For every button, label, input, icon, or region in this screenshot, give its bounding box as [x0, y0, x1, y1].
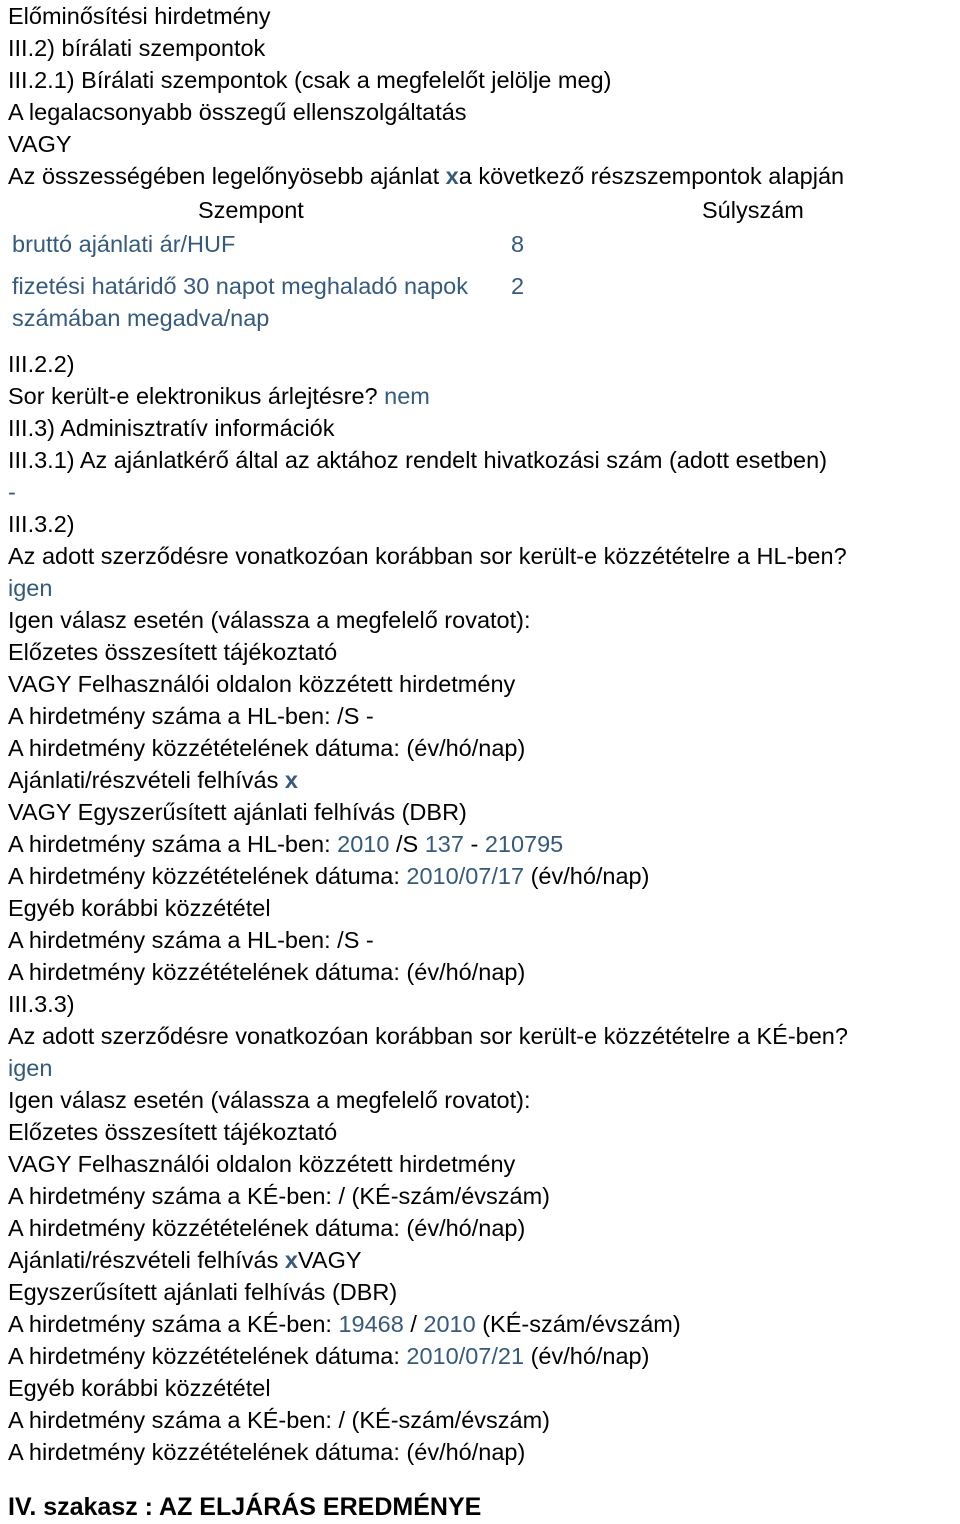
ke-notice-date-1: A hirdetmény közzétételének dátuma: (év/hó/nap)	[8, 1215, 526, 1241]
heading-3-3-3: III.3.3)	[8, 991, 75, 1017]
or-label: VAGY	[8, 131, 72, 157]
hl-notice-date-2: A hirdetmény közzétételének dátuma: 2010/07/17 (év/hó/nap)	[8, 863, 650, 889]
hl-notice-number-3: A hirdetmény száma a HL-ben: /S -	[8, 927, 374, 953]
selected-mark: x	[284, 1247, 298, 1273]
criterion-weight: 8	[511, 231, 525, 257]
criterion-name: fizetési határidő 30 napot meghaladó napok számában megadva/nap	[12, 273, 468, 331]
hl-invitation: Ajánlati/részvételi felhívás x	[8, 767, 298, 793]
hl-buyer-profile: VAGY Felhasználói oldalon közzétett hirdetmény	[8, 671, 516, 697]
selected-mark: x	[445, 163, 459, 189]
option-lowest-price: A legalacsonyabb összegű ellenszolgáltatás	[8, 99, 467, 125]
ke-notice-number-3: A hirdetmény száma a KÉ-ben: / (KÉ-szám/évszám)	[8, 1407, 550, 1433]
criteria-row	[8, 228, 960, 270]
heading-3-3-1: III.3.1) Az ajánlatkérő által az aktához rendelt hivatkozási szám (adott esetben)	[8, 447, 828, 473]
ke-prior-info: Előzetes összesített tájékoztató	[8, 1119, 338, 1145]
option-most-advantageous: Az összességében legelőnyösebb ajánlat xa következő részszempontok alapján	[8, 163, 845, 189]
ke-buyer-profile: VAGY Felhasználói oldalon közzétett hirdetmény	[8, 1151, 516, 1177]
ke-invitation: Ajánlati/részvételi felhívás xVAGY	[8, 1247, 362, 1273]
heading-3-2: III.2) bírálati szempontok	[8, 35, 266, 61]
ke-simplified: Egyszerűsített ajánlati felhívás (DBR)	[8, 1279, 398, 1305]
ke-notice-date-2: A hirdetmény közzétételének dátuma: 2010/07/21 (év/hó/nap)	[8, 1343, 650, 1369]
hl-answer: igen	[8, 575, 53, 601]
ke-notice-number-1: A hirdetmény száma a KÉ-ben: / (KÉ-szám/évszám)	[8, 1183, 550, 1209]
heading-3-3: III.3) Adminisztratív információk	[8, 415, 335, 441]
hl-notice-number-2: A hirdetmény száma a HL-ben: 2010 /S 137 - 210795	[8, 831, 564, 857]
section-4-heading: IV. szakasz : AZ ELJÁRÁS EREDMÉNYE	[8, 1493, 482, 1521]
ke-other: Egyéb korábbi közzététel	[8, 1375, 271, 1401]
hl-notice-date-3: A hirdetmény közzétételének dátuma: (év/hó/nap)	[8, 959, 526, 985]
heading-3-2-1: III.2.1) Bírálati szempontok (csak a megfelelőt jelölje meg)	[8, 67, 612, 93]
reference-number-value: -	[8, 479, 16, 505]
criteria-row	[8, 270, 960, 348]
hl-prior-info: Előzetes összesített tájékoztató	[8, 639, 338, 665]
hl-simplified: VAGY Egyszerűsített ajánlati felhívás (DBR)	[8, 799, 467, 825]
weight-column-header: Súlyszám	[702, 197, 804, 223]
ke-notice-date-3: A hirdetmény közzétételének dátuma: (év/hó/nap)	[8, 1439, 526, 1465]
selected-mark: x	[284, 767, 298, 793]
ke-question: Az adott szerződésre vonatkozóan korábban sor került-e közzétételre a KÉ-ben?	[8, 1023, 848, 1049]
document-title: Előminősítési hirdetmény	[8, 3, 271, 29]
hl-notice-number-1: A hirdetmény száma a HL-ben: /S -	[8, 703, 374, 729]
criteria-table-header	[8, 192, 960, 228]
hl-other: Egyéb korábbi közzététel	[8, 895, 271, 921]
hl-question: Az adott szerződésre vonatkozóan korábban sor került-e közzétételre a HL-ben?	[8, 543, 847, 569]
hl-notice-date-1: A hirdetmény közzétételének dátuma: (év/hó/nap)	[8, 735, 526, 761]
criterion-column-header: Szempont	[198, 197, 304, 223]
ke-if-yes: Igen válasz esetén (válassza a megfelelő rovatot):	[8, 1087, 531, 1113]
eauction-question: Sor került-e elektronikus árlejtésre? nem	[8, 383, 430, 409]
ke-notice-number-2: A hirdetmény száma a KÉ-ben: 19468 / 2010 (KÉ-szám/évszám)	[8, 1311, 681, 1337]
eauction-answer: nem	[384, 383, 430, 409]
criterion-name: bruttó ajánlati ár/HUF	[12, 231, 236, 257]
criterion-weight: 2	[511, 273, 525, 299]
ke-answer: igen	[8, 1055, 53, 1081]
heading-3-3-2: III.3.2)	[8, 511, 75, 537]
hl-if-yes: Igen válasz esetén (válassza a megfelelő rovatot):	[8, 607, 531, 633]
heading-3-2-2: III.2.2)	[8, 351, 75, 377]
